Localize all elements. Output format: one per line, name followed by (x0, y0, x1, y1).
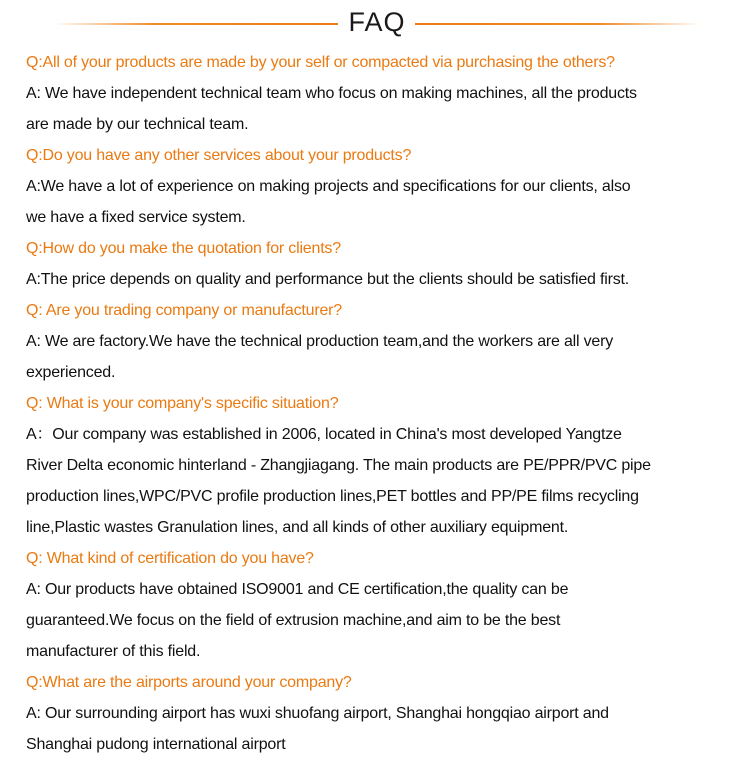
faq-question: Q: What kind of certification do you have? (26, 550, 314, 567)
faq-item (26, 140, 738, 233)
faq-answer-line: we have a fixed service system. (26, 209, 246, 226)
faq-answer-line: experienced. (26, 364, 116, 381)
faq-answer-line: A: Our surrounding airport has wuxi shuofang airport, Shanghai hongqiao airport and (26, 705, 609, 722)
faq-question: Q:All of your products are made by your self or compacted via purchasing the others? (26, 54, 615, 71)
faq-item (26, 233, 738, 295)
header-divider-right (415, 23, 701, 25)
faq-answer-line: manufacturer of this field. (26, 643, 201, 660)
faq-list (26, 47, 738, 760)
faq-answer-line: A:We have a lot of experience on making projects and specifications for our clients, also (26, 178, 631, 195)
faq-answer-line: A: We have independent technical team who focus on making machines, all the products (26, 85, 637, 102)
faq-item (26, 388, 738, 543)
faq-question: Q: What is your company's specific situation? (26, 395, 339, 412)
faq-question: Q:What are the airports around your company? (26, 674, 352, 691)
faq-answer-line: A：Our company was established in 2006, located in China's most developed Yangtze (26, 426, 622, 443)
faq-item (26, 667, 738, 760)
faq-item (26, 295, 738, 388)
page-title: FAQ (348, 7, 406, 37)
header-divider-left (54, 23, 338, 25)
faq-answer-line: A:The price depends on quality and performance but the clients should be satisfied first. (26, 271, 630, 288)
faq-answer-line: Shanghai pudong international airport (26, 736, 286, 753)
faq-answer-line: line,Plastic wastes Granulation lines, and all kinds of other auxiliary equipment. (26, 519, 569, 536)
faq-answer-line: A: Our products have obtained ISO9001 and CE certification,the quality can be (26, 581, 569, 598)
faq-question: Q:Do you have any other services about your products? (26, 147, 412, 164)
faq-answer-line: production lines,WPC/PVC profile production lines,PET bottles and PP/PE films recycling (26, 488, 639, 505)
faq-question: Q: Are you trading company or manufacturer? (26, 302, 343, 319)
faq-question: Q:How do you make the quotation for clients? (26, 240, 341, 257)
faq-answer-line: guaranteed.We focus on the field of extrusion machine,and aim to be the best (26, 612, 561, 629)
faq-answer-line: River Delta economic hinterland - Zhangjiagang. The main products are PE/PPR/PVC pipe (26, 457, 651, 474)
faq-answer-line: A: We are factory.We have the technical production team,and the workers are all very (26, 333, 614, 350)
faq-item (26, 47, 738, 140)
faq-header (0, 4, 750, 40)
faq-item (26, 543, 738, 667)
faq-answer-line: are made by our technical team. (26, 116, 249, 133)
